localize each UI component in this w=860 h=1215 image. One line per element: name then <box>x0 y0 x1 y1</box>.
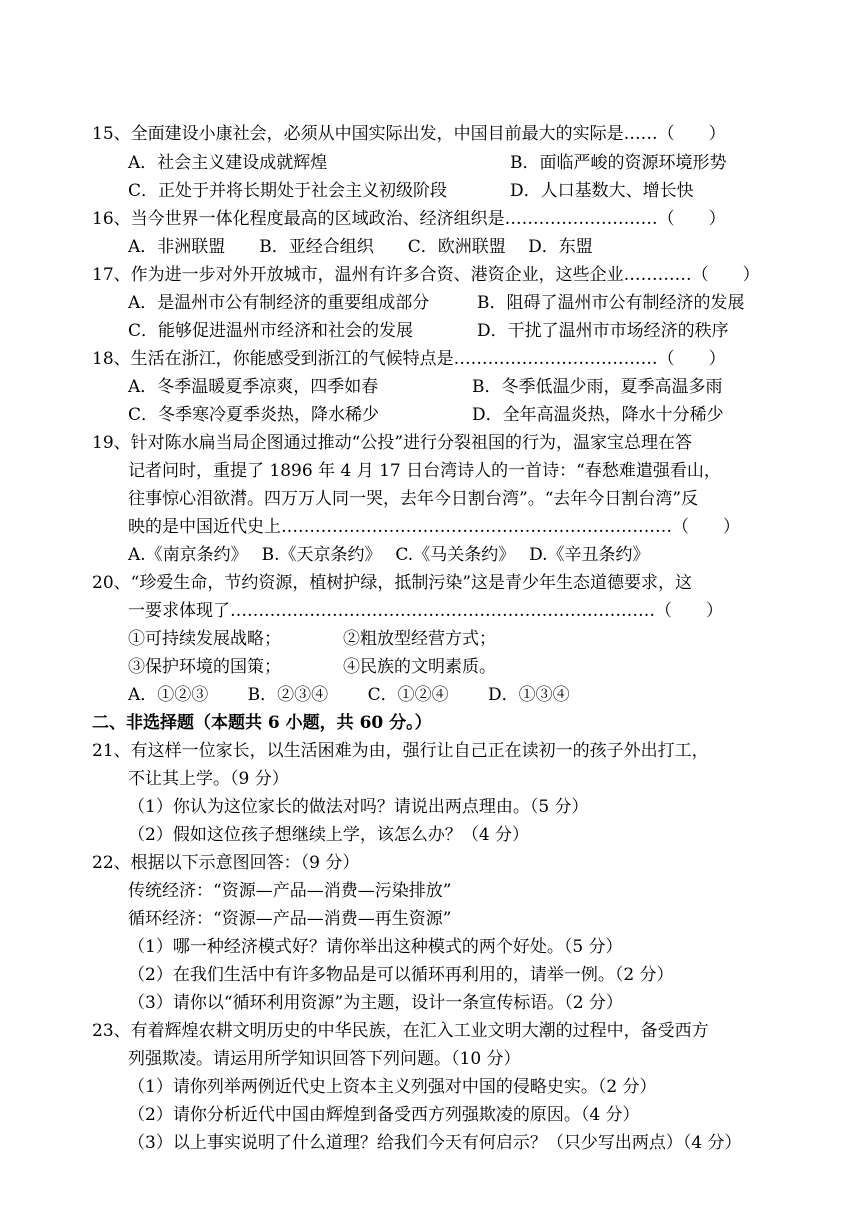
q20-item-2: ②粗放型经营方式； <box>343 629 496 649</box>
q15-option-a: A．社会主义建设成就辉煌 <box>128 153 328 173</box>
question-19-line-2: 记者问时，重提了 1896 年 4 月 17 日台湾诗人的一首诗：“春愁难遣强看山， <box>128 461 721 481</box>
question-23-line-2: 列强欺凌。请运用所学知识回答下列问题。（10 分） <box>128 1049 521 1069</box>
q17-option-b: B．阻碍了温州市公有制经济的发展 <box>477 293 745 313</box>
question-16-stem: 16、当今世界一体化程度最高的区域政治、经济组织是………………………（ ） <box>92 209 726 229</box>
question-21-line-1: 21、有这样一位家长，以生活困难为由，强行让自己正在读初一的孩子外出打工， <box>92 741 709 761</box>
q22-sub-1: （1）哪一种经济模式好？请你举出这种模式的两个好处。（5 分） <box>128 937 623 957</box>
q20-item-4: ④民族的文明素质。 <box>343 657 496 677</box>
q22-sub-2: （2）在我们生活中有许多物品是可以循环再利用的，请举一例。（2 分） <box>128 965 674 985</box>
q22-traditional-economy: 传统经济：“资源—产品—消费—污染排放” <box>128 881 452 901</box>
q18-option-b: B．冬季低温少雨，夏季高温多雨 <box>472 377 723 397</box>
question-19-line-1: 19、针对陈水扁当局企图通过推动“公投”进行分裂祖国的行为，温家宝总理在答 <box>92 433 693 453</box>
question-19-line-4: 映的是中国近代史上……………………………………………………………（ ） <box>128 517 740 537</box>
q15-option-d: D．人口基数大、增长快 <box>510 181 694 201</box>
section-2-heading: 二、非选择题（本题共 6 小题，共 60 分。） <box>92 713 432 733</box>
question-23-line-1: 23、有着辉煌农耕文明历史的中华民族，在汇入工业文明大潮的过程中，备受西方 <box>92 1021 709 1041</box>
question-17-stem: 17、作为进一步对外开放城市，温州有许多合资、港资企业，这些企业…………（ ） <box>92 265 760 285</box>
q22-circular-economy: 循环经济：“资源—产品—消费—再生资源” <box>128 909 452 929</box>
q21-sub-2: （2）假如这位孩子想继续上学，该怎么办？（4 分） <box>128 825 530 845</box>
q20-item-1: ①可持续发展战略； <box>128 629 281 649</box>
q22-sub-3: （3）请你以“循环利用资源”为主题，设计一条宣传标语。（2 分） <box>128 993 623 1013</box>
question-22-line-1: 22、根据以下示意图回答：（9 分） <box>92 853 360 873</box>
q23-sub-2: （2）请你分析近代中国由辉煌到备受西方列强欺凌的原因。（4 分） <box>128 1105 640 1125</box>
q15-option-b: B．面临严峻的资源环境形势 <box>510 153 727 173</box>
q18-option-a: A．冬季温暖夏季凉爽，四季如春 <box>128 377 379 397</box>
question-15-stem: 15、全面建设小康社会，必须从中国实际出发，中国目前最大的实际是……（ ） <box>92 124 726 144</box>
question-21-line-2: 不让其上学。（9 分） <box>128 769 289 789</box>
q23-sub-3: （3）以上事实说明了什么道理？给我们今天有何启示？（只少写出两点）（4 分） <box>128 1133 742 1153</box>
q20-options: A．①②③ B．②③④ C．①②④ D．①③④ <box>128 685 570 705</box>
q18-option-d: D．全年高温炎热，降水十分稀少 <box>472 405 724 425</box>
question-19-line-3: 往事惊心泪欲潸。四万万人同一哭，去年今日割台湾”。“去年今日割台湾”反 <box>128 489 699 509</box>
q17-option-d: D．干扰了温州市市场经济的秩序 <box>477 321 729 341</box>
q19-options: A.《南京条约》 B.《天京条约》 C.《马关条约》 D.《辛丑条约》 <box>128 545 650 565</box>
question-20-line-1: 20、“珍爱生命，节约资源，植树护绿，抵制污染”这是青少年生态道德要求，这 <box>92 573 693 593</box>
q21-sub-1: （1）你认为这位家长的做法对吗？请说出两点理由。（5 分） <box>128 797 589 817</box>
q23-sub-1: （1）请你列举两例近代史上资本主义列强对中国的侵略史实。（2 分） <box>128 1077 657 1097</box>
q18-option-c: C．冬季寒冷夏季炎热，降水稀少 <box>128 405 380 425</box>
q20-item-3: ③保护环境的国策； <box>128 657 281 677</box>
q16-options: A．非洲联盟 B．亚经合组织 C．欧洲联盟 D．东盟 <box>128 237 593 257</box>
question-18-stem: 18、生活在浙江，你能感受到浙江的气候特点是………………………………（ ） <box>92 349 726 369</box>
question-20-line-2: 一要求体现了…………………………………………………………………（ ） <box>128 601 723 621</box>
q15-option-c: C．正处于并将长期处于社会主义初级阶段 <box>128 181 448 201</box>
q17-option-a: A．是温州市公有制经济的重要组成部分 <box>128 293 430 313</box>
q17-option-c: C．能够促进温州市经济和社会的发展 <box>128 321 414 341</box>
